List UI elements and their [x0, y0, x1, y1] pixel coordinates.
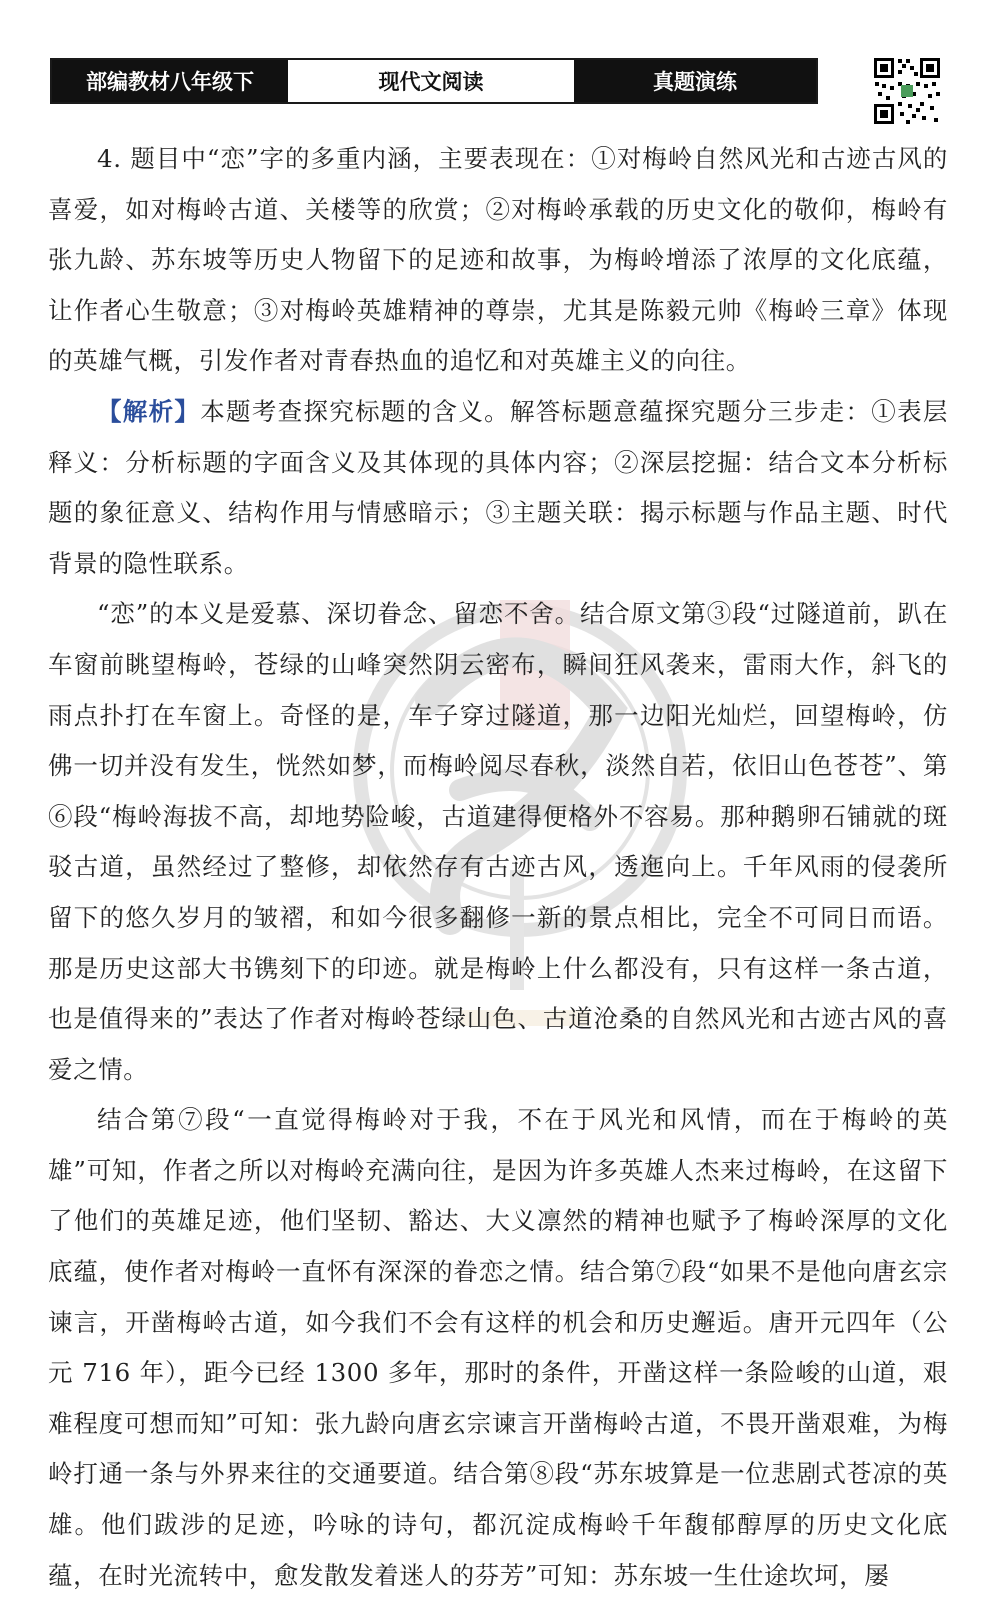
analysis-paragraph: [48, 387, 948, 589]
header-type-label: 真题演练: [574, 60, 816, 102]
paragraph-text: 本题考查探究标题的含义。解答标题意蕴探究题分三步走：①表层释义：分析标题的字面含义及其体现的具体内容；②深层挖掘：结合文本分析标题的象征意义、结构作用与情感暗示；③主题关联：揭示标题与作品主题、时代背景的隐性联系。: [48, 396, 948, 578]
qr-code-icon: [872, 56, 942, 126]
answer-content: [48, 134, 948, 1601]
paragraph-text: 4. 题目中“恋”字的多重内涵，主要表现在：①对梅岭自然风光和古迹古风的喜爱，如对梅岭古道、关楼等的欣赏；②对梅岭承载的历史文化的敬仰，梅岭有张九龄、苏东坡等历史人物留下的足迹和故事，为梅岭增添了浓厚的文化底蕴，让作者心生敬意；③对梅岭英雄精神的尊崇，尤其是陈毅元帅《梅岭三章》体现的英雄气概，引发作者对青春热血的追忆和对英雄主义的向往。: [48, 144, 948, 376]
analysis-paragraph-3: [48, 1095, 948, 1601]
header-section-label: 现代文阅读: [288, 60, 574, 102]
answer-paragraph-1: [48, 134, 948, 387]
header-bar: [50, 58, 818, 104]
analysis-tag: 【解析】: [97, 396, 201, 426]
header-grade-label: 部编教材八年级下: [52, 60, 288, 102]
paragraph-text: 结合第⑦段“一直觉得梅岭对于我，不在于风光和风情，而在于梅岭的英雄”可知，作者之所以对梅岭充满向往，是因为许多英雄人杰来过梅岭，在这留下了他们的英雄足迹，他们坚韧、豁达、大义凛然的精神也赋予了梅岭深厚的文化底蕴，使作者对梅岭一直怀有深深的眷恋之情。结合第⑦段“如果不是他向唐玄宗谏言，开凿梅岭古道，如今我们不会有这样的机会和历史邂逅。唐开元四年（公元 716 年），距今已经 1300 多年，那时的条件，开凿这样一条险峻的山道，艰难程度可想而知”可知：张九龄向唐玄宗谏言开凿梅岭古道，不畏开凿艰难，为梅岭打通一条与外界来往的交通要道。结合第⑧段“苏东坡算是一位悲剧式苍凉的英雄。他们跋涉的足迹，吟咏的诗句，都沉淀成梅岭千年馥郁醇厚的历史文化底蕴，在时光流转中，愈发散发着迷人的芬芳”可知：苏东坡一生仕途坎坷，屡: [48, 1105, 948, 1590]
paragraph-text: “恋”的本义是爱慕、深切眷念、留恋不舍。结合原文第③段“过隧道前，趴在车窗前眺望梅岭，苍绿的山峰突然阴云密布，瞬间狂风袭来，雷雨大作，斜飞的雨点扑打在车窗上。奇怪的是，车子穿过隧道，那一边阳光灿烂，回望梅岭，仿佛一切并没有发生，恍然如梦，而梅岭阅尽春秋，淡然自若，依旧山色苍苍”、第⑥段“梅岭海拔不高，却地势险峻，古道建得便格外不容易。那种鹅卵石铺就的斑驳古道，虽然经过了整修，却依然存有古迹古风，透迤向上。千年风雨的侵袭所留下的悠久岁月的皱褶，和如今很多翻修一新的景点相比，完全不可同日而语。那是历史这部大书镌刻下的印迹。就是梅岭上什么都没有，只有这样一条古道，也是值得来的”表达了作者对梅岭苍绿山色、古道沧桑的自然风光和古迹古风的喜爱之情。: [48, 599, 948, 1084]
analysis-paragraph-2: [48, 589, 948, 1095]
